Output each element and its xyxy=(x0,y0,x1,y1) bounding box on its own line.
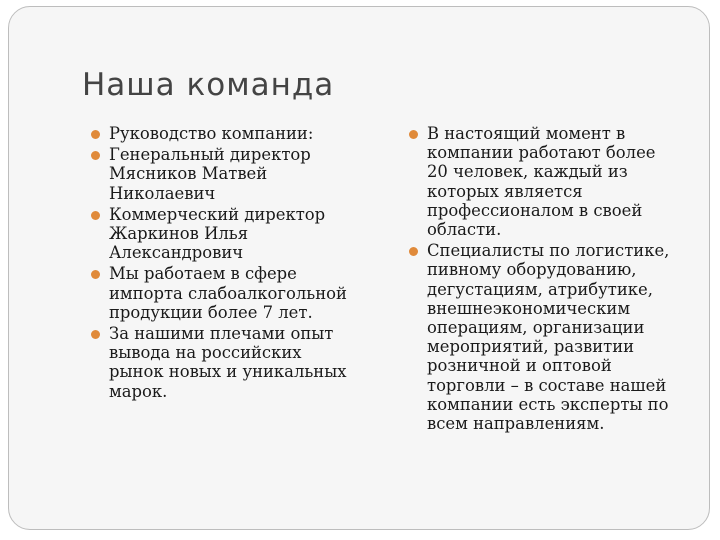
bullet-item xyxy=(409,124,694,239)
right-bullet-list xyxy=(409,124,694,435)
bullet-text-line: вывода на российских xyxy=(109,343,302,363)
bullet-text-line: компании работают более xyxy=(427,143,656,163)
bullet-dot-icon xyxy=(409,247,418,256)
bullet-item xyxy=(91,145,376,203)
bullet-text-line: Мясников Матвей xyxy=(109,164,268,184)
bullet-text-line: торговли – в составе нашей xyxy=(427,375,667,395)
bullet-item xyxy=(91,324,376,401)
bullet-text-line: В настоящий момент в xyxy=(427,124,626,143)
bullet-text-line: Генеральный директор xyxy=(109,145,311,165)
bullet-text-line: операциям, организации xyxy=(427,318,645,338)
bullet-text-line: профессионалом в своей xyxy=(427,200,643,220)
bullet-text-line: продукции более 7 лет. xyxy=(109,302,313,322)
left-bullet-list xyxy=(91,124,376,403)
bullet-text-line: 20 человек, каждый из xyxy=(427,162,628,182)
bullet-text-line: Коммерческий директор xyxy=(109,204,326,224)
bullet-text-line: области. xyxy=(427,220,502,240)
bullet-text-line: которых является xyxy=(427,181,583,201)
bullet-text-line: всем направлениям. xyxy=(427,414,605,434)
bullet-dot-icon xyxy=(91,130,100,139)
bullet-text-line: пивному оборудованию, xyxy=(427,260,637,280)
bullet-text-line: За нашими плечами опыт xyxy=(109,324,334,344)
bullet-dot-icon xyxy=(91,211,100,220)
bullet-text-line: Руководство компании: xyxy=(109,124,314,143)
bullet-dot-icon xyxy=(409,130,418,139)
bullet-text-line: импорта слабоалкогольной xyxy=(109,283,347,303)
bullet-item xyxy=(91,205,376,263)
slide xyxy=(8,6,710,530)
slide-title: Наша команда xyxy=(82,67,335,103)
bullet-text-line: внешнеэкономическим xyxy=(427,298,631,318)
bullet-dot-icon xyxy=(91,270,100,279)
bullet-text-line: мероприятий, развитии xyxy=(427,337,635,357)
bullet-text-line: марок. xyxy=(109,381,168,401)
bullet-dot-icon xyxy=(91,330,100,339)
bullet-text-line: Мы работаем в сфере xyxy=(109,264,297,284)
bullet-text-line: рынок новых и уникальных xyxy=(109,362,347,382)
bullet-text-line: дегустациям, атрибутике, xyxy=(427,279,653,299)
bullet-text-line: Жаркинов Илья xyxy=(109,224,249,244)
bullet-item xyxy=(91,264,376,322)
bullet-text-line: Специалисты по логистике, xyxy=(427,241,670,261)
bullet-text-line: розничной и оптовой xyxy=(427,356,612,376)
bullet-dot-icon xyxy=(91,151,100,160)
bullet-item xyxy=(409,241,694,433)
bullet-text-line: Александрович xyxy=(109,243,244,263)
bullet-item xyxy=(91,124,376,143)
bullet-text-line: компании есть эксперты по xyxy=(427,394,669,414)
bullet-text-line: Николаевич xyxy=(109,183,216,203)
